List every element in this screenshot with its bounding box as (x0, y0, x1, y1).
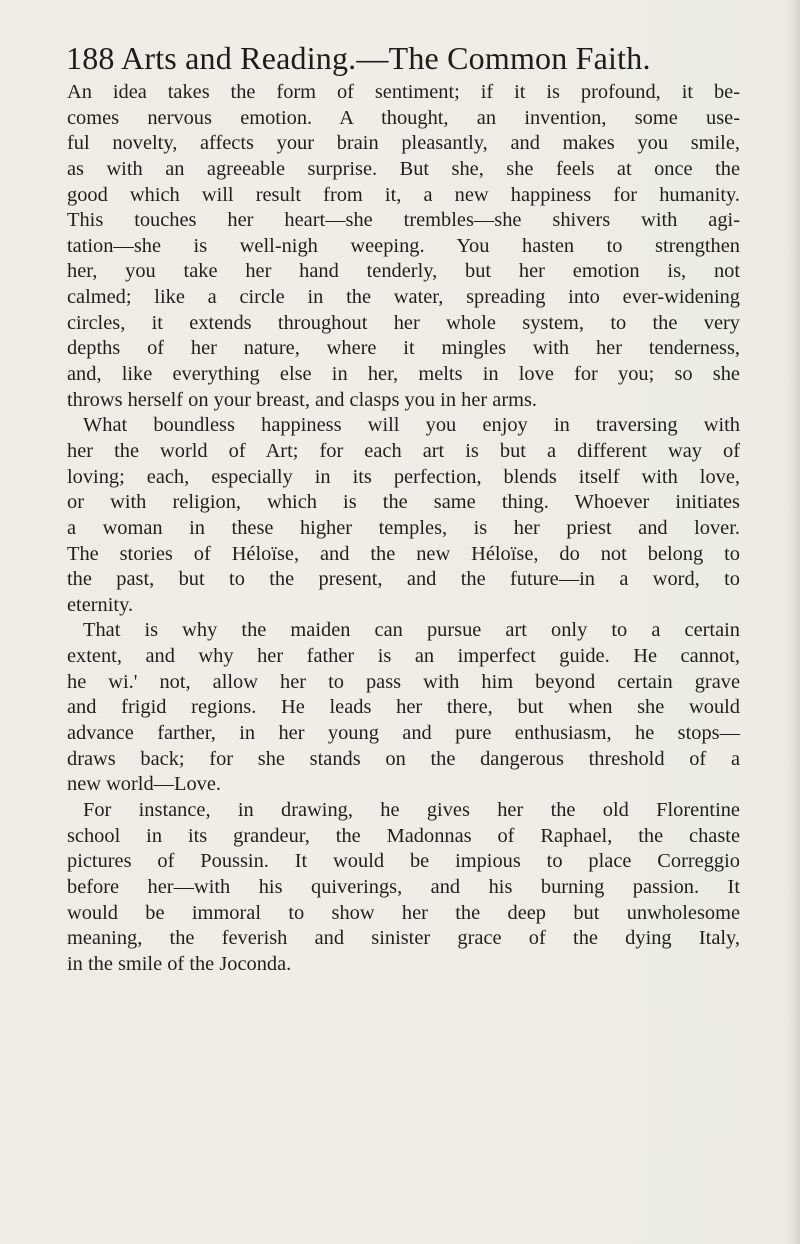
text-line: comes nervous emotion. A thought, an invention, some use- (67, 106, 740, 129)
text-line: would be immoral to show her the deep but unwholesome (67, 901, 740, 924)
text-line: as with an agreeable surprise. But she, she feels at once the (67, 157, 740, 180)
text-line: before her—with his quiverings, and his burning passion. It (67, 875, 740, 898)
text-line: ful novelty, affects your brain pleasantly, and makes you smile, (67, 132, 740, 155)
text-line: The stories of Héloïse, and the new Héloïse, do not belong to (67, 542, 740, 565)
text-line: her, you take her hand tenderly, but her emotion is, not (67, 260, 740, 283)
paragraph (67, 798, 740, 977)
text-line: extent, and why her father is an imperfect guide. He cannot, (67, 645, 740, 668)
text-line: advance farther, in her young and pure enthusiasm, he stops— (67, 722, 740, 745)
text-line: calmed; like a circle in the water, spreading into ever-widening (67, 286, 740, 309)
text-line: For instance, in drawing, he gives her the old Florentine (83, 798, 740, 821)
text-line: depths of her nature, where it mingles with her tenderness, (67, 337, 740, 360)
text-line: or with religion, which is the same thing. Whoever initiates (67, 491, 740, 514)
paragraph (67, 618, 740, 797)
text-line: school in its grandeur, the Madonnas of Raphael, the chaste (67, 824, 740, 847)
text-line: the past, but to the present, and the future—in a word, to (67, 568, 740, 591)
body-text (67, 80, 740, 977)
gutter-shadow (786, 0, 800, 1244)
text-line: pictures of Poussin. It would be impious to place Correggio (67, 850, 740, 873)
text-line: What boundless happiness will you enjoy in traversing with (83, 414, 740, 437)
text-line: circles, it extends throughout her whole system, to the very (67, 311, 740, 334)
paragraph (67, 413, 740, 618)
text-line: a woman in these higher temples, is her priest and lover. (67, 516, 740, 539)
text-line: meaning, the feverish and sinister grace of the dying Italy, (67, 927, 740, 950)
text-line: and frigid regions. He leads her there, but when she would (67, 696, 740, 719)
running-head: 188 Arts and Reading.—The Common Faith. (66, 40, 651, 76)
text-line: he wi.' not, allow her to pass with him beyond certain grave (67, 670, 740, 693)
text-line: her the world of Art; for each art is but a different way of (67, 439, 740, 462)
text-line: throws herself on your breast, and clasps you in her arms. (67, 388, 538, 411)
paragraph (67, 80, 740, 413)
text-line: new world—Love. (67, 773, 222, 796)
text-line: This touches her heart—she trembles—she shivers with agi- (67, 209, 740, 232)
text-line: good which will result from it, a new happiness for humanity. (67, 183, 740, 206)
text-line: and, like everything else in her, melts in love for you; so she (67, 363, 740, 386)
text-line: in the smile of the Joconda. (67, 952, 292, 975)
text-line: eternity. (67, 593, 134, 616)
text-line: An idea takes the form of sentiment; if it is profound, it be- (67, 81, 740, 103)
text-line: draws back; for she stands on the dangerous threshold of a (67, 747, 740, 770)
text-line: tation—she is well-nigh weeping. You hasten to strengthen (67, 234, 740, 257)
text-line: That is why the maiden can pursue art only to a certain (83, 619, 740, 642)
text-line: loving; each, especially in its perfection, blends itself with love, (67, 465, 740, 488)
